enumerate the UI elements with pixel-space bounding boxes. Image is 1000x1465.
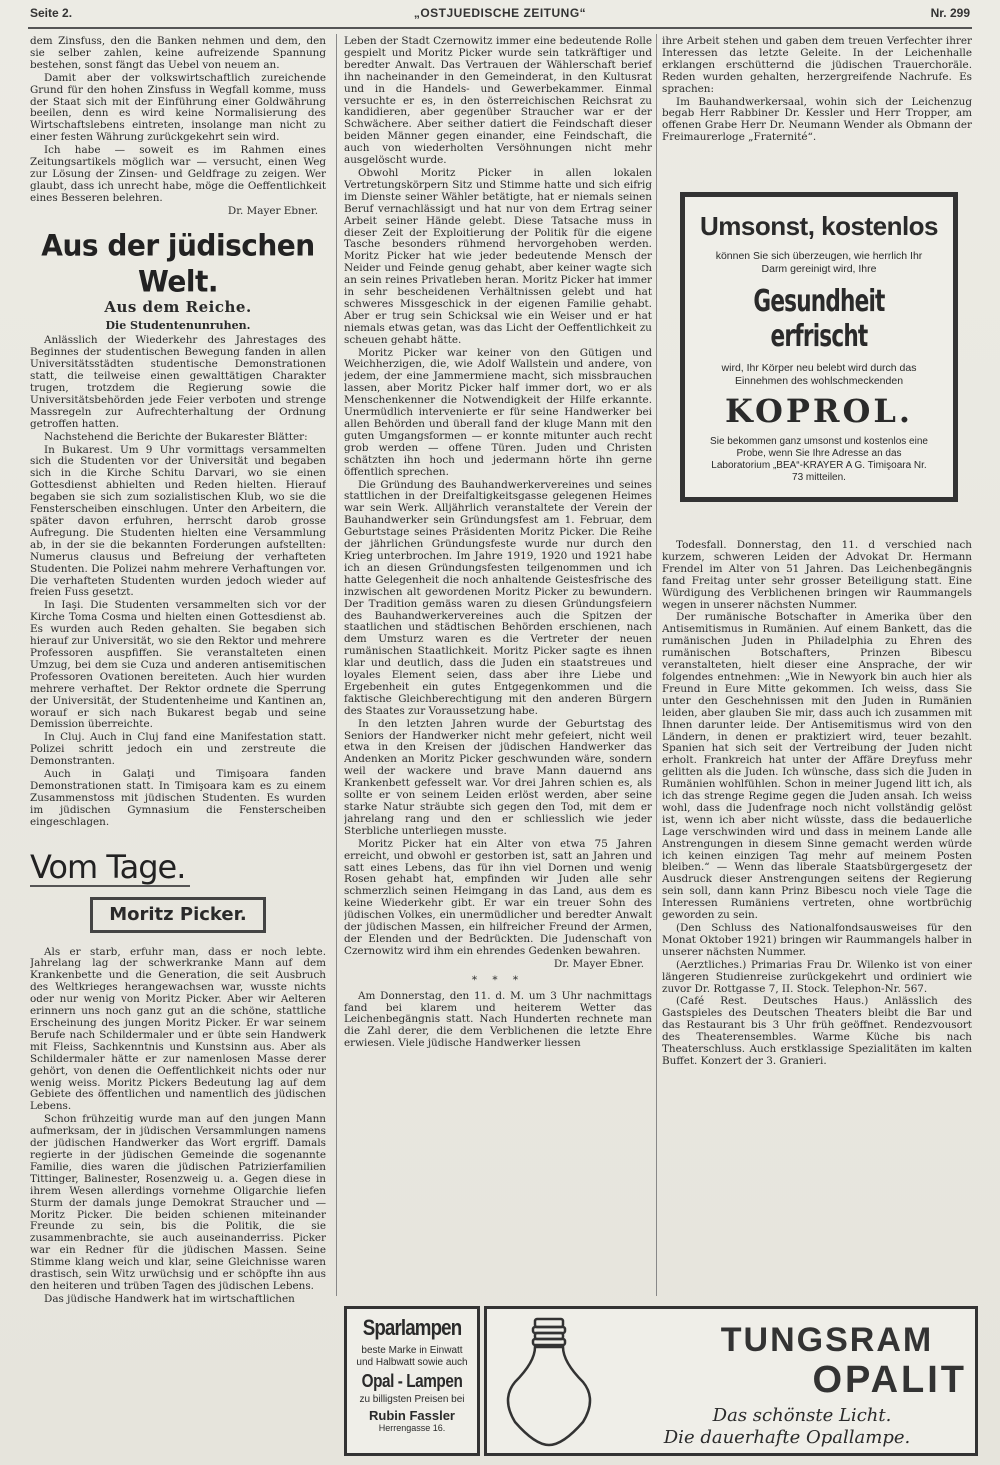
column-3-top [662, 36, 972, 180]
column-3-bottom [662, 540, 972, 1320]
ad-text: können Sie sich überzeugen, wie herrlich Ihr Darm gereinigt wird, Ihre [715, 250, 923, 275]
article-paragraph: Am Donnerstag, den 11. d. M. um 3 Uhr nachmittags fand bei klarem und heiterem Wetter das Leichenbegängnis statt. Nach Hunderten rechnete man die Zahl derer, die dem Verblichenen die letzte Ehre erwiesen. Viele jüdische Handwerker liessen [344, 989, 652, 1050]
ad-brand: TUNGSRAM [720, 1321, 934, 1359]
article-paragraph: Als er starb, erfuhr man, dass er noch lebte. Jahrelang lag der schwerkranke Mann auf dem Krankenbette und die Generation, die seit Ausbruch des Weltkrieges herangewachsen war, wusste nichts oder nur wenig von Moritz Picker. Aber wir Aelteren erinnern uns noch ganz gut an die schöne, stattliche Erscheinung des jungen Moritz Picker. Er war seinem Berufe nach Schildermaler und er übte sein Handwerk mit Fleiss, Sachkenntnis und Kunstsinn aus. Aber als Schildermaler hätte er zur namenlosen Masse derer gehört, von denen die Oeffentlichkeit nichts oder nur wenig weiss. Moritz Pickers Bedeutung lag auf dem Gebiete des öffentlichen und namentlich des jüdischen Lebens. [30, 945, 326, 1113]
article-paragraph: ihre Arbeit stehen und gaben dem treuen Verfechter ihrer Interessen das letzte Geleite. In der Leichenhalle erklangen erschütternd die jüdischen Trauerchoräle. Reden wurden gehalten, herzergreifende Nachrufe. Es sprachen: [662, 36, 972, 95]
column-1 [30, 36, 326, 1446]
article-paragraph: Moritz Picker war keiner von den Gütigen und Weichherzigen, die, wie Adolf Wallstein und andere, von jedem, der eine Jammermiene macht, sich missbrauchen lassen, aber Moritz Picker half immer dort, wo er als Menschenkenner die Notwendigkeit der Hilfe erkannte. Unermüdlich intervenierte er für seine Handwerker bei allen Behörden und überall fand der kluge Mann mit den guten Umgangsformen — er konnte mitunter auch recht grob werden — offene Türen. Juden und Christen schätzten ihn hoch und jedermann hörte ihn gerne öffentlich sprechen. [344, 346, 652, 478]
article-paragraph: (Aerztliches.) Primarias Frau Dr. Wilenko ist von einer längeren Studienreise zurückgekehrt und ordiniert wie zuvor Dr. Rottgasse 7, II. Stock. Telephon-Nr. 567. [662, 958, 972, 995]
article-paragraph: In Bukarest. Um 9 Uhr vormittags versammelten sich die Studenten vor der Universität und begaben sich in die Kirche Schitu Darvari, wo sie einen Gottesdienst abhielten und Reden hielten. Hierauf begaben sie sich zum sozialistischen Klub, wo sie die Fensterscheiben einschlugen. Unter den Arbeitern, die später davon erfuhren, herrscht darob grosse Aufregung. Die Studenten hielten eine Versammlung ab, in der sie die bekannten Forderungen aufstellten: Numerus clausus und Befreiung der verhafteten Studenten. Die Polizei nahm mehrere Verhaftungen vor. Die verhafteten Studenten wurden jedoch wieder auf freien Fuss gesetzt. [30, 443, 326, 599]
header-rule [28, 27, 972, 29]
ad-text: wird, Ihr Körper neu belebt wird durch das Einnehmen des wohlschmeckenden [721, 362, 917, 387]
ad-product: OPALIT [812, 1359, 967, 1401]
ad-text: Sie bekommen ganz umsonst und kostenlos eine Probe, wenn Sie Ihre Adresse an das Laboratorium „BEA“-KRAYER A G. Timişoara Nr. 73 mitteilen. [710, 436, 928, 483]
article-paragraph: In Cluj. Auch in Cluj fand eine Manifestation statt. Polizei schritt jedoch ein und zerstreute die Demonstranten. [30, 731, 326, 768]
page-header [30, 6, 970, 24]
column-divider-2 [656, 34, 657, 1296]
vom-tage-heading: Vom Tage. [30, 849, 190, 887]
article-title: Die Studentenunruhen. [105, 318, 251, 332]
tungsram-advertisement [484, 1306, 978, 1456]
separator-stars: * * * [471, 973, 525, 986]
ad-text: beste Marke in Einwatt und Halbwatt sowie auch [356, 1345, 468, 1368]
article-paragraph: Moritz Picker hat ein Alter von etwa 75 Jahren erreicht, und obwohl er gestorben ist, satt an Jahren und satt eines Lebens, das für ihn viel Dornen und wenig Rosen gehabt hat, empfinden wir Juden alle sehr schmerzlich seinen Heimgang in das Land, aus dem es keine Wiederkehr gibt. Er war ein treuer Sohn des jüdischen Volkes, ein unermüdlicher und beredter Anwalt der jüdischen Massen, ein hilfreicher Freund der Armen, der Elenden und der Bedrückten. Die Judenschaft von Czernowitz wird ihm ein ehrendes Gedenken bewahren. [344, 837, 652, 957]
article-paragraph: Die Gründung des Bauhandwerkervereines und seines stattlichen in der Dreifaltigkeitsgasse gelegenen Heimes war sein Werk. Alljährlich veranstaltete der Verein der Bauhandwerker sein Gründungsfest am 1. Februar, dem Geburtstage seines Präsidenten Moritz Picker. Die Reihe der jährlichen Gründungsfeste wurde nur durch den Krieg unterbrochen. Im Jahre 1919, 1920 und 1921 habe ich an diesen Gründungsfesten teilgenommen und ich hatte Gelegenheit die noch anhaltende Geistesfrische des inzwischen alt gewordenen Moritz Picker zu bewundern. Der Tradition gemäss waren zu diesen Gründungsfeiern des Bauhandwerkervereines auch die Spitzen der staatlichen und städtischen Behörden erschienen, nach dem Umsturz waren es die Vertreter der neuen rumänischen Staatlichkeit. Moritz Picker sagte es ihnen klar und deutlich, dass die Juden ein staatstreues und loyales Element seien, dass aber ihre Liebe und Ergebenheit ein gutes Entgegenkommen und die faktische Gleichberechtigung mit den anderen Bürgern des Staates zur Voraussetzung habe. [344, 478, 652, 717]
article-paragraph: (Café Rest. Deutsches Haus.) Anlässlich des Gastspieles des Deutschen Theaters bleibt die Bar und das Restaurant bis 3 Uhr früh geöffnet. Rendezvousort des Theaterensembles. Warme Küche bis nach Theaterschluss. Auch erstklassige Spezialitäten im kalten Buffet. Konzert der 3. Granieri. [662, 995, 972, 1067]
koprol-advertisement [680, 192, 958, 502]
article-paragraph: dem Zinsfuss, den die Banken nehmen und dem, den sie selber zahlen, keine aufreizende Spannung bestehen, sonst fängt das Uebel von neuem an. [30, 36, 326, 71]
ad-headline-2: Gesundheit erfrischt [753, 284, 885, 354]
ad-slogan: Das schönste Licht. [712, 1405, 892, 1426]
sparlampen-advertisement [344, 1306, 480, 1456]
section-title: Aus der jüdischen Welt. [41, 227, 315, 299]
article-paragraph: Anlässlich der Wiederkehr des Jahrestages des Beginnes der studentischen Bewegung fanden in allen Universitätsstädten studentische Demonstrationen statt, die teilweise einen gewalttätigen Charakter trugen, trotzdem die Regierung sowie die Universitätsbehörden jede Feier verboten und strenge Massregeln zur Aufrechterhaltung der Ordnung getroffen hatten. [30, 334, 326, 430]
article-paragraph: In Iaşi. Die Studenten versammelten sich vor der Kirche Toma Cosma und hielten einen Gottesdienst ab. Es wurden auch Reden gehalten. Sie begaben sich hierauf zur Universität, wo sie den Rektor und mehrere Professoren auspfiffen. Sie veranstalteten einen Umzug, bei dem sie Cuza und anderen antisemitischen Professoren Ovationen bereiteten. Auch hier wurden mehrere verhaftet. Der Rektor ordnete die Sperrung der Universität, der Studentenheime und Kantinen an, worauf er sich nach Bukarest begab und seine Demission überreichte. [30, 599, 326, 731]
article-paragraph: Der rumänische Botschafter in Amerika über den Antisemitismus in Rumänien. Auf einem Bankett, das die rumänischen Juden in Philadelphia zu Ehren des rumänischen Botschafters, Prinzen Bibescu veranstalteten, hielt dieser eine Ansprache, der wir folgendes entnehmen: „Wie in Newyork bin auch hier als Freund in Eure Mitte gekommen. Ich weiss, dass Sie unter den Geschehnissen mit den Juden in Rumänien leiden, aber glauben Sie mir, dass auch ich zusammen mit Ihnen darunter leide. Der Antisemitismus wird von den Ländern, in denen er praktiziert wird, teuer bezahlt. Spanien hat sich seit der Vertreibung der Juden nicht erholt. Frankreich hat unter der Affäre Dreyfuss mehr gelitten als die Juden. Ich wünsche, dass sich die Juden in Rumänien wohlfühlen. Schon in meiner Jugend litt ich, als ich das strenge Regime gegen die Juden ansah. Ich weiss wohl, dass die Judenfrage noch nicht vollständig gelöst ist, wenn ich aber nicht wüsste, dass die bedauerliche Lage verschwinden wird und dass in meinem Lande alle Anstrengungen in diesem Sinne gemacht werden würde ich keinen einzigen Tag mehr auf meinem Posten bleiben.“ — Wenn das liberale Staatsbürgergesetz der Ausdruck dieser Anstrengungen seitens der Regierung sein soll, dann kann Prinz Bibescu noch viele Tage die Interessen Rumäniens vertreten, ohne wortbrüchig geworden zu sein. [662, 611, 972, 922]
ad-headline: Sparlampen [362, 1315, 462, 1340]
article-paragraph: Leben der Stadt Czernowitz immer eine bedeutende Rolle gespielt und Moritz Picker wurde sein tatkräftiger und beredter Anwalt. Das Vertrauen der Wählerschaft berief ihn nacheinander in den Gemeinderat, in den Kultusrat und in die Handels- und Gewerbekammer. Einmal versuchte er es, in den österreichischen Reichsrat zu kandidieren, aber gegenüber Straucher war er der Schwächere. Aber seither datiert die Feindschaft dieser beiden Männer gegen einander, eine Feindschaft, die auch von wiederholten Versöhnungen nicht mehr ausgelöscht wurde. [344, 36, 652, 167]
article-paragraph: Das jüdische Handwerk hat im wirtschaftlichen [44, 1292, 295, 1305]
ad-address: Herrengasse 16. [378, 1423, 446, 1433]
ad-brand: KOPROL. [725, 392, 913, 430]
article-paragraph: Im Bauhandwerkersaal, wohin sich der Leichenzug begab Herr Rabbiner Dr. Kessler und Herr Tropper, am offenen Grabe Herr Dr. Neumann Wender als Obmann der Freimaurerloge „Fraternité“. [662, 95, 972, 144]
boxed-article-title: Moritz Picker. [90, 897, 266, 933]
column-divider-1 [336, 34, 337, 1296]
article-paragraph: Auch in Galaţi und Timişoara fanden Demonstrationen statt. In Timişoara kam es zu einem Zusammenstoss mit jüdischen Studenten. Es wurden im jüdischen Gymnasium die Fensterscheiben eingeschlagen. [30, 768, 326, 828]
article-paragraph: Damit aber der volkswirtschaftlich zureichende Grund für den hohen Zinsfuss in Wegfall komme, muss der Staat sich mit der Einführung einer Goldwährung beeilen, denn es wird keine Normalisierung des Wirtschaftslebens eintreten, insolange man nicht zu einer festen Währung zurückgekehrt sein wird. [30, 71, 326, 144]
article-paragraph: Todesfall. Donnerstag, den 11. d verschied nach kurzem, schweren Leiden der Advokat Dr. Hermann Frendel im Alter von 51 Jahren. Das Leichenbegängnis fand Freitag unter sehr grosser Beteiligung statt. Eine Würdigung des Verblichenen bringen wir Raummangels wegen in unserer nächsten Nummer. [662, 540, 972, 611]
article-paragraph: Ich habe — soweit es im Rahmen eines Zeitungsartikels möglich war — versucht, einen Weg zur Lösung der Zinsen- und Geldfrage zu zeigen. Wer glaubt, dass ich unrecht habe, möge die Oeffentlichkeit eines Besseren belehren. [30, 144, 326, 204]
issue-number: Nr. 299 [930, 6, 970, 20]
ad-slogan: Die dauerhafte Opallampe. [663, 1427, 911, 1448]
ad-text: zu billigsten Preisen bei [359, 1394, 465, 1405]
section-subtitle: Aus dem Reiche. [104, 297, 252, 316]
article-paragraph: Obwohl Moritz Picker in allen lokalen Vertretungskörpern Sitz und Stimme hatte und sich eifrig im Dienste seiner Wähler betätigte, hat er niemals seinen Beruf vernachlässigt und hat nur von dem Ertrag seiner Arbeit seiner Hände gelebt. Diese Tatsache muss in dieser Zeit der Exploitierung der Politik für die eigene Tasche besonders rühmend hervorgehoben werden. Moritz Picker hat wie jeder bedeutende Mensch der Neider und Feinde genug gehabt, aber keiner wagte sich an sein reines Privatleben heran. Moritz Picker hat immer in sehr bescheidenen Verhältnissen gelebt und hat schweres Missgeschick in der eigenen Familie gehabt. Aber er trug sein Schicksal wie ein Weiser und er hat niemals etwas getan, was das Licht der Oeffentlichkeit zu scheuen gehabt hätte. [344, 166, 652, 346]
ad-headline: Umsonst, kostenlos [699, 211, 939, 241]
article-paragraph: Nachstehend die Berichte der Bukarester Blätter: [44, 430, 308, 443]
ad-headline-2: Opal - Lampen [361, 1371, 463, 1391]
author-signature: Dr. Mayer Ebner. [227, 204, 318, 217]
article-paragraph: (Den Schluss des Nationalfondsausweises für den Monat Oktober 1921) bringen wir Raummangels halber in unserer nächsten Nummer. [662, 922, 972, 958]
ad-merchant: Rubin Fassler [369, 1408, 455, 1423]
author-signature: Dr. Mayer Ebner. [553, 957, 644, 970]
page-number: Seite 2. [30, 6, 73, 20]
article-paragraph: In den letzten Jahren wurde der Geburtstag des Seniors der Handwerker nicht mehr gefeiert, nicht weil etwa in den Kreisen der jüdischen Handwerker das Andenken an Moritz Picker geschwunden wäre, sondern weil der wackere und brave Mann dauernd ans Krankenbett gefesselt war. Vor drei Jahren schien es, als sollte er von seinem Leiden erlöst werden, aber seine starke Natur sträubte sich gegen den Tod, mit dem er jahrelang rang und den er schliesslich wie jeder Sterbliche unterliegen musste. [344, 717, 652, 837]
article-paragraph: Schon frühzeitig wurde man auf den jungen Mann aufmerksam, der in jüdischen Versammlungen namens der jüdischen Handwerker das Wort ergriff. Damals regierte in der jüdischen Gemeinde die sogenannte Familie, dies waren die jüdischen Patrizierfamilien Tittinger, Balinester, Rosenzweig u. a. Gegen diese in ihrem Wesen allerdings vornehme Oligarchie liefen Sturm der damals junge Demokrat Straucher und — Moritz Picker. Die beiden schienen miteinander Freunde zu sein, bis die Politik, die sie zusammenbrachte, sie auch auseinanderriss. Picker war ein Redner für die jüdischen Massen. Seine Stimme klang weich und klar, seine Gleichnisse waren drastisch, sein Witz urwüchsig und er schöpfte ihn aus den heiteren und trüben Tagen des jüdischen Lebens. [30, 1113, 326, 1292]
masthead: „OSTJUEDISCHE ZEITUNG“ [413, 6, 587, 20]
column-2 [344, 36, 652, 1298]
